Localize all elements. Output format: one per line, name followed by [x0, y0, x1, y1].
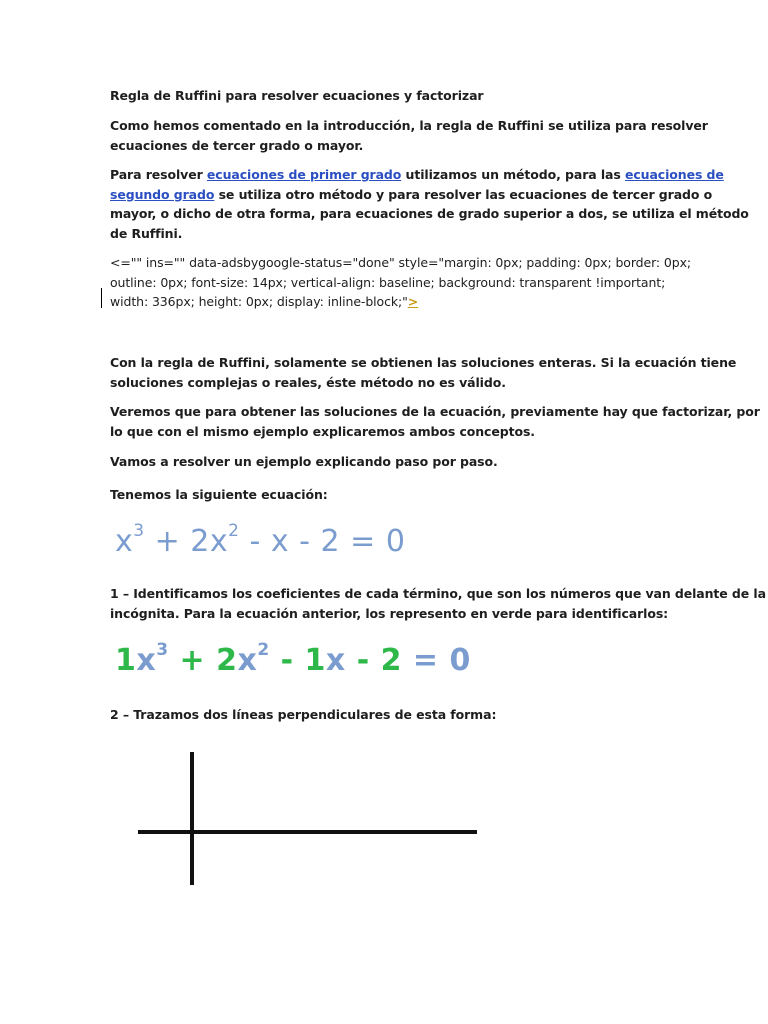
methods-line-3: mayor, o dicho de otra forma, para ecuaciones de grado superior a dos, se utiliza el método: [110, 206, 749, 221]
eq1-x: x: [115, 524, 134, 559]
step-1-paragraph: [110, 584, 766, 623]
code-line-3-text: width: 336px; height: 0px; display: inline-block;": [110, 294, 408, 309]
code-line-1: <="" ins="" data-adsbygoogle-status="done" style="margin: 0px; padding: 0px; border: 0px;: [110, 255, 691, 270]
eq1-exp-3: 3: [133, 521, 145, 541]
integer-line-1: Con la regla de Ruffini, solamente se obtienen las soluciones enteras. Si la ecuación tiene: [110, 355, 737, 370]
factorize-paragraph: [110, 402, 760, 441]
title-text: Regla de Ruffini para resolver ecuaciones y factorizar: [110, 88, 484, 103]
step-2-text: 2 – Trazamos dos líneas perpendiculares de esta forma:: [110, 707, 497, 722]
eq2-exp-3: 3: [156, 640, 169, 660]
step-1-line-2: incógnita. Para la ecuación anterior, los represento en verde para identificarlos:: [110, 605, 669, 621]
code-trailing-link[interactable]: >: [407, 294, 419, 309]
code-snippet-paragraph: [110, 253, 691, 312]
coefficient-4: 2: [380, 643, 402, 678]
integer-solutions-paragraph: [110, 353, 737, 392]
factorize-line-2: lo que con el mismo ejemplo explicaremos ambos conceptos.: [110, 423, 535, 439]
methods-text-2: utilizamos un método, para las: [401, 167, 625, 182]
methods-line-2: [110, 185, 713, 205]
eq2-x-3: x: [325, 643, 346, 678]
methods-paragraph: [110, 165, 749, 243]
text-cursor: [101, 288, 102, 308]
eq2-minus: -: [269, 643, 305, 678]
eq2-exp-2: 2: [257, 640, 270, 660]
code-line-2: outline: 0px; font-size: 14px; vertical-align: baseline; background: transparent !important;: [110, 274, 666, 290]
eq2-x-1: x: [136, 643, 157, 678]
methods-text-3: se utiliza otro método y para resolver las ecuaciones de tercer grado o: [214, 186, 713, 202]
equation-intro-paragraph: [110, 485, 658, 505]
code-line-3: [110, 292, 658, 312]
equation-intro-text: Tenemos la siguiente ecuación:: [110, 487, 328, 502]
eq2-equals-zero: = 0: [401, 643, 471, 678]
equation-cubic: [115, 521, 406, 559]
link-segundo-grado-part-2[interactable]: segundo grado: [110, 186, 215, 202]
integer-line-2: soluciones complejas o reales, éste método no es válido.: [110, 374, 506, 390]
methods-line-1: [110, 165, 724, 185]
eq1-exp-2: 2: [228, 521, 240, 541]
intro-line-2: ecuaciones de tercer grado o mayor.: [110, 137, 364, 153]
link-segundo-grado-part-1[interactable]: ecuaciones de: [624, 167, 724, 182]
eq1-rest: - x - 2 = 0: [239, 524, 406, 559]
step-1-line-1: 1 – Identificamos los coeficientes de cada término, que son los números que van delante de la: [110, 586, 766, 601]
coefficient-1: 1: [115, 643, 137, 678]
intro-line-1: Como hemos comentado en la introducción, la regla de Ruffini se utiliza para resolver: [110, 118, 708, 133]
coefficient-3: 1: [304, 643, 326, 678]
example-intro-text: Vamos a resolver un ejemplo explicando paso por paso.: [110, 454, 498, 469]
eq2-minus-2: -: [345, 643, 381, 678]
coefficient-2: 2: [216, 643, 238, 678]
example-intro-paragraph: [110, 452, 658, 472]
methods-line-4: de Ruffini.: [110, 225, 183, 241]
intro-paragraph: [110, 116, 708, 155]
eq2-plus: +: [168, 643, 217, 678]
factorize-line-1: Veremos que para obtener las soluciones de la ecuación, previamente hay que factorizar, por: [110, 404, 760, 419]
eq2-x-2: x: [237, 643, 258, 678]
step-2-paragraph: [110, 705, 658, 725]
eq1-plus-2x: + 2x: [144, 524, 229, 559]
page-title: [110, 86, 658, 106]
link-primer-grado[interactable]: ecuaciones de primer grado: [206, 167, 402, 182]
methods-text-1: Para resolver: [110, 167, 207, 182]
equation-coefficients: [115, 640, 471, 678]
ruffini-lines-diagram: [130, 740, 490, 890]
